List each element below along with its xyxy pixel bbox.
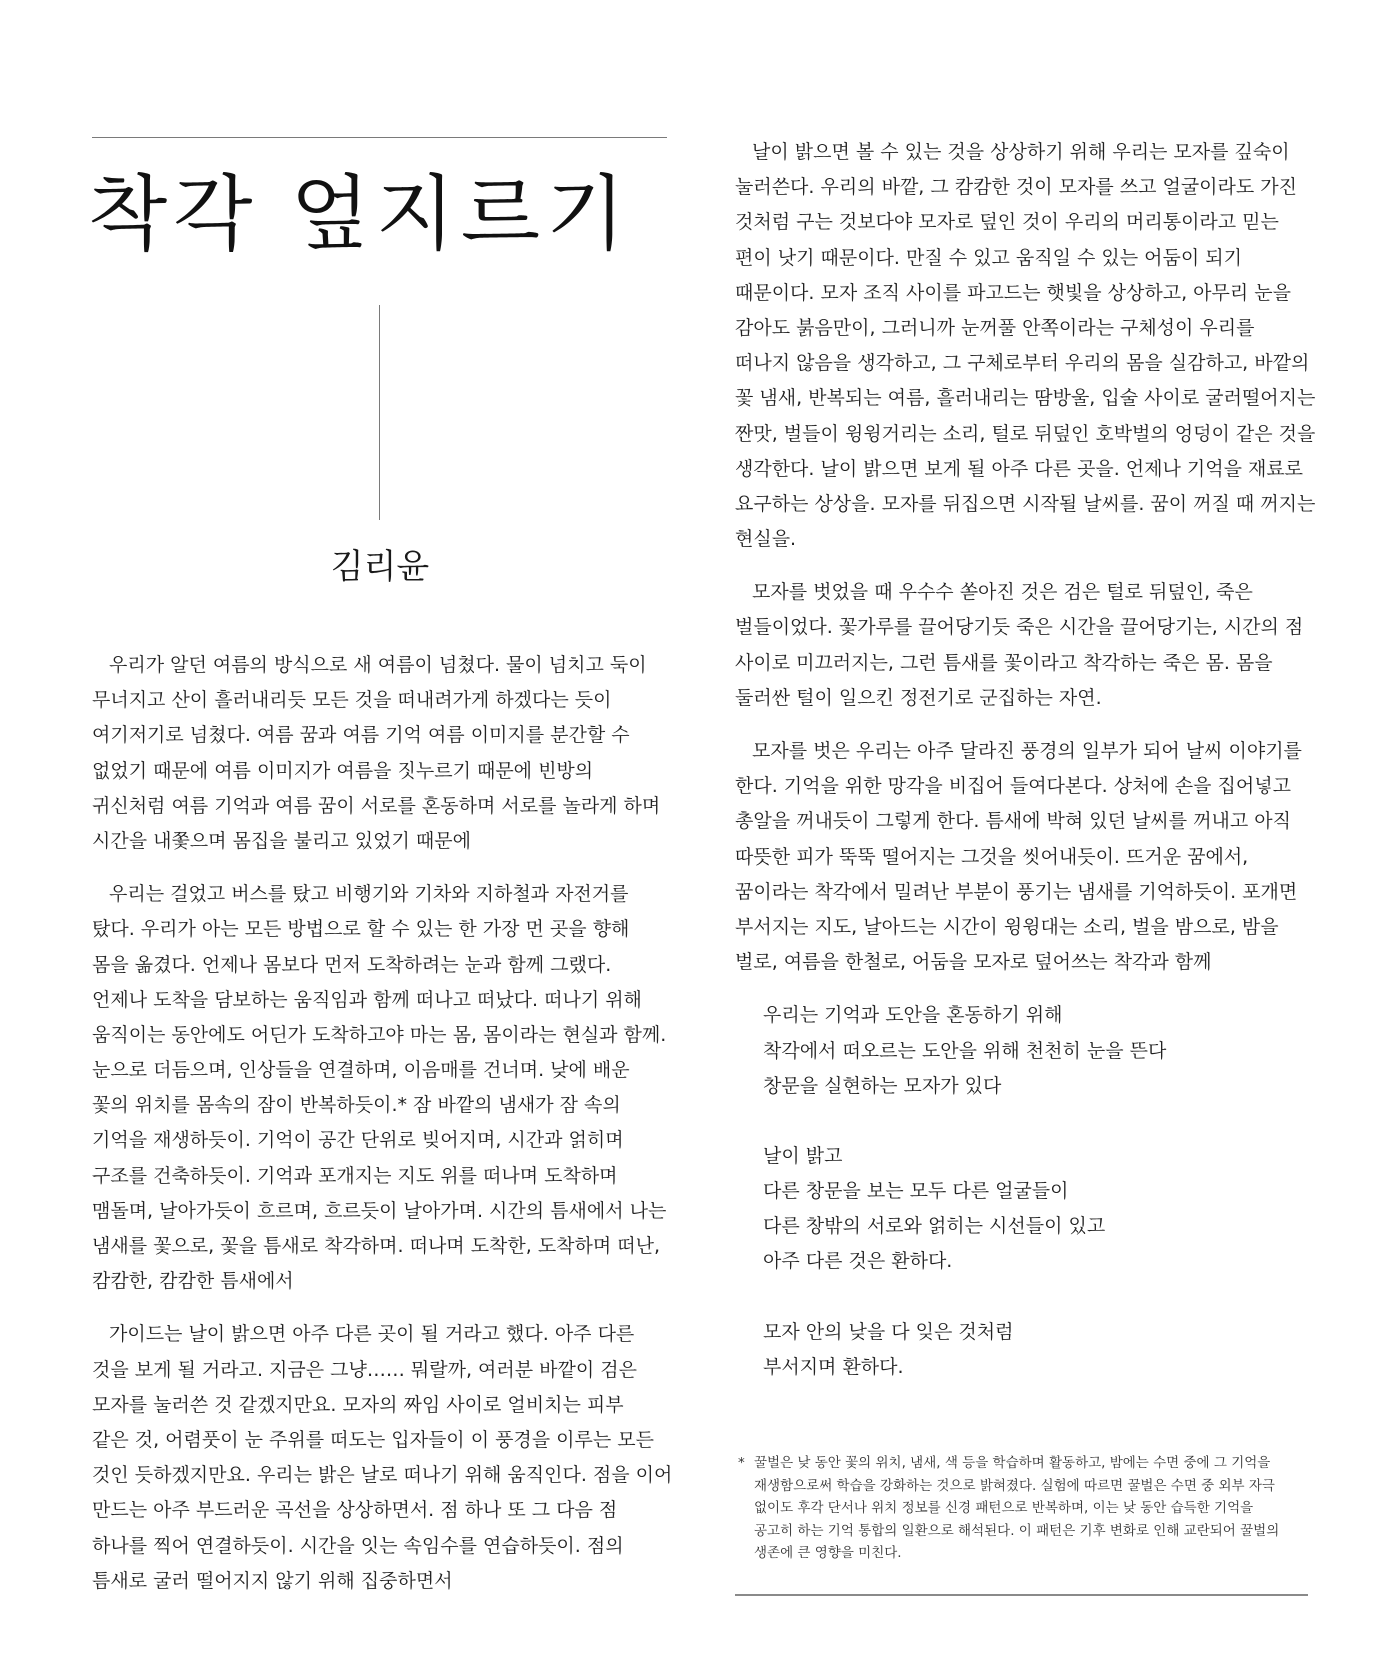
paragraph-2 [92,877,682,1299]
text-line: 맴돌며, 날아가듯이 흐르며, 흐르듯이 날아가며. 시간의 틈새에서 나는 [92,1199,667,1222]
text-line: 우리는 걸었고 버스를 탔고 비행기와 기차와 지하철과 자전거를 [109,883,629,906]
paragraph-4 [735,135,1325,557]
footnote-marker: * [738,1455,745,1471]
text-line: 편이 낫기 때문이다. 만질 수 있고 움직일 수 있는 어둠이 되기 [735,246,1242,269]
text-line: 것인 듯하겠지만요. 우리는 밝은 날로 떠나기 위해 움직인다. 점을 이어 [92,1464,673,1487]
poem-stanza-1 [763,998,1325,1104]
footnote-line: 없이도 후각 단서나 위치 정보를 신경 패턴으로 반복하며, 이는 낮 동안 습득한 기억을 [754,1500,1254,1516]
text-line: 귀신처럼 여름 기억과 여름 꿈이 서로를 혼동하며 서로를 놀라게 하며 [92,794,661,817]
text-line: 둘러싼 털이 일으킨 정전기로 군집하는 자연. [735,686,1102,709]
text-line: 때문이다. 모자 조직 사이를 파고드는 햇빛을 상상하고, 아무리 눈을 [735,281,1291,304]
poem-stanza-3 [763,1315,1325,1385]
text-line: 것처럼 구는 것보다야 모자로 덮인 것이 우리의 머리통이라고 믿는 [735,211,1279,234]
text-line: 무너지고 산이 흘러내리듯 모든 것을 떠내려가게 하겠다는 듯이 [92,689,612,712]
footnote-line: 재생함으로써 학습을 강화하는 것으로 밝혀졌다. 실험에 따르면 꿀벌은 수면 중 외부 자극 [754,1477,1275,1494]
text-line: 따뜻한 피가 뚝뚝 떨어지는 그것을 씻어내듯이. 뜨거운 꿈에서, [735,845,1249,868]
poem-line: 우리는 기억과 도안을 혼동하기 위해 [763,1004,1063,1027]
text-line: 시간을 내쫓으며 몸집을 불리고 있었기 때문에 [92,829,471,852]
vertical-divider [379,305,380,520]
left-column [92,648,682,1617]
text-line: 움직이는 동안에도 어딘가 도착하고야 마는 몸, 몸이라는 현실과 함께. [92,1023,667,1046]
text-line: 짠맛, 벌들이 윙윙거리는 소리, 털로 뒤덮인 호박벌의 엉덩이 같은 것을 [735,422,1316,445]
text-line: 우리가 알던 여름의 방식으로 새 여름이 넘쳤다. 물이 넘치고 둑이 [109,654,647,676]
text-line: 총알을 꺼내듯이 그렇게 한다. 틈새에 박혀 있던 날씨를 꺼내고 아직 [735,810,1291,833]
poem-line: 모자 안의 낮을 다 잊은 것처럼 [763,1320,1014,1343]
text-line: 하나를 찍어 연결하듯이. 시간을 잇는 속임수를 연습하듯이. 점의 [92,1534,624,1557]
text-line: 몸을 옮겼다. 언제나 몸보다 먼저 도착하려는 눈과 함께 그랬다. [92,953,612,976]
paragraph-1 [92,648,682,859]
text-line: 부서지는 지도, 날아드는 시간이 윙윙대는 소리, 벌을 밤으로, 밤을 [735,915,1279,938]
poem-stanza-2 [763,1139,1325,1280]
paragraph-5 [735,575,1325,716]
text-line: 것을 보게 될 거라고. 지금은 그냥…… 뭐랄까, 여러분 바깥이 검은 [92,1358,637,1381]
footnote-line: 생존에 큰 영향을 미친다. [754,1545,902,1561]
text-line: 없었기 때문에 여름 이미지가 여름을 짓누르기 때문에 빈방의 [92,759,594,782]
text-line: 틈새로 굴러 떨어지지 않기 위해 집중하면서 [92,1569,453,1592]
poem-line: 다른 창밖의 서로와 얽히는 시선들이 있고 [763,1215,1106,1238]
text-line: 눌러쓴다. 우리의 바깥, 그 캄캄한 것이 모자를 쓰고 얼굴이라도 가진 [735,176,1297,199]
text-line: 떠나지 않음을 생각하고, 그 구체로부터 우리의 몸을 실감하고, 바깥의 [735,352,1310,375]
paragraph-6 [735,734,1325,980]
poem-line: 아주 다른 것은 환하다. [763,1250,953,1273]
text-line-with-footnote-ref: 꽃의 위치를 몸속의 잠이 반복하듯이.* 잠 바깥의 냄새가 잠 속의 [92,1094,621,1117]
text-line: 모자를 벗은 우리는 아주 달라진 풍경의 일부가 되어 날씨 이야기를 [752,740,1302,762]
poem-line: 창문을 실현하는 모자가 있다 [763,1074,1002,1097]
top-rule [92,137,667,138]
text-line: 언제나 도착을 담보하는 움직임과 함께 떠나고 떠났다. 떠나기 위해 [92,988,642,1011]
poem-line: 부서지며 환하다. [763,1355,904,1378]
text-line: 꽃 냄새, 반복되는 여름, 흘러내리는 땀방울, 입술 사이로 굴러떨어지는 [735,387,1316,410]
text-line: 벌들이었다. 꽃가루를 끌어당기듯 죽은 시간을 끌어당기는, 시간의 점 [735,616,1304,639]
text-line: 날이 밝으면 볼 수 있는 것을 상상하기 위해 우리는 모자를 깊숙이 [752,141,1290,163]
poem-block [735,998,1325,1385]
text-line: 감아도 붉음만이, 그러니까 눈꺼풀 안쪽이라는 구체성이 우리를 [735,316,1255,339]
text-line: 탔다. 우리가 아는 모든 방법으로 할 수 있는 한 가장 먼 곳을 향해 [92,918,630,941]
text-line: 냄새를 꽃으로, 꽃을 틈새로 착각하며. 떠나며 도착한, 도착하며 떠난, [92,1235,661,1257]
text-line: 한다. 기억을 위한 망각을 비집어 들여다본다. 상처에 손을 집어넣고 [735,775,1291,798]
paragraph-3 [92,1317,682,1599]
text-line: 모자를 눌러쓴 것 같겠지만요. 모자의 짜임 사이로 얼비치는 피부 [92,1393,624,1416]
text-line: 요구하는 상상을. 모자를 뒤집으면 시작될 날씨를. 꿈이 꺼질 때 꺼지는 [735,492,1316,515]
text-line: 생각한다. 날이 밝으면 보게 될 아주 다른 곳을. 언제나 기억을 재료로 [735,457,1304,480]
text-line: 꿈이라는 착각에서 밀려난 부분이 풍기는 냄새를 기억하듯이. 포개면 [735,880,1298,903]
article-title: 착각 엎지르기 [88,167,632,262]
text-line: 여기저기로 넘쳤다. 여름 꿈과 여름 기억 여름 이미지를 분간할 수 [92,724,630,747]
text-line: 가이드는 날이 밝으면 아주 다른 곳이 될 거라고 했다. 아주 다른 [109,1323,635,1346]
footnote-line: 공고히 하는 기억 통합의 일환으로 해석된다. 이 패턴은 기후 변화로 인해 교란되어 꿀벌의 [754,1522,1280,1539]
poem-line: 날이 밝고 [763,1144,843,1167]
bottom-rule [735,1594,1308,1596]
text-line: 구조를 건축하듯이. 기억과 포개지는 지도 위를 떠나며 도착하며 [92,1164,618,1187]
text-line: 캄캄한, 캄캄한 틈새에서 [92,1270,294,1293]
poem-line: 다른 창문을 보는 모두 다른 얼굴들이 [763,1180,1069,1203]
text-line: 기억을 재생하듯이. 기억이 공간 단위로 빚어지며, 시간과 얽히며 [92,1129,624,1152]
right-column [735,135,1325,1420]
text-line: 만드는 아주 부드러운 곡선을 상상하면서. 점 하나 또 그 다음 점 [92,1499,618,1522]
text-line: 같은 것, 어렴풋이 눈 주위를 떠도는 입자들이 이 풍경을 이루는 모든 [92,1428,654,1451]
footnote-body [754,1452,1308,1565]
text-line: 현실을. [735,528,797,551]
text-line: 모자를 벗었을 때 우수수 쏟아진 것은 검은 털로 뒤덮인, 죽은 [752,581,1253,604]
footnote-line: 꿀벌은 낮 동안 꽃의 위치, 냄새, 색 등을 학습하며 활동하고, 밤에는 수면 중에 그 기억을 [754,1455,1271,1471]
author-name: 김리윤 [330,547,430,587]
text-line: 눈으로 더듬으며, 인상들을 연결하며, 이음매를 건너며. 낮에 배운 [92,1059,630,1082]
poem-line: 착각에서 떠오르는 도안을 위해 천천히 눈을 뜬다 [763,1039,1167,1062]
text-line: 벌로, 여름을 한철로, 어둠을 모자로 덮어쓰는 착각과 함께 [735,951,1212,974]
text-line: 사이로 미끄러지는, 그런 틈새를 꽃이라고 착각하는 죽은 몸. 몸을 [735,651,1273,674]
footnote [738,1452,1308,1565]
